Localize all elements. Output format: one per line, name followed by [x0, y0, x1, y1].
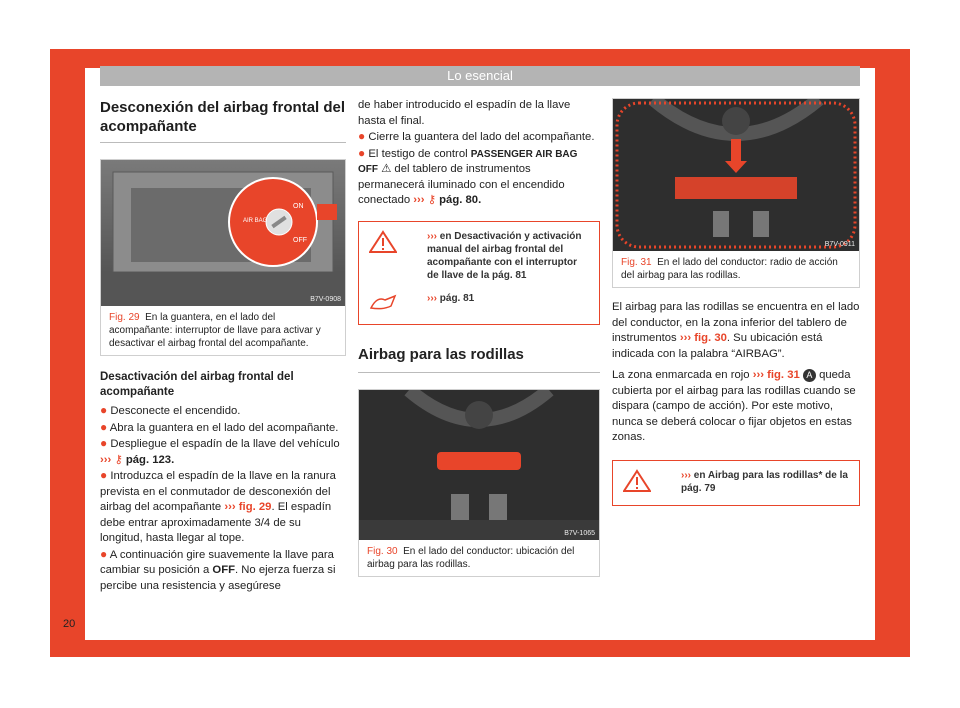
- bullet-text: Cierre la guantera del lado del acompañante.: [368, 131, 595, 143]
- note-text-block: [427, 292, 591, 316]
- note-row: [369, 292, 591, 316]
- bullet-item: ● El testigo de control PASSENGER AIR BAG OFF ⚠ del tablero de instrumentos permanecerá iluminado con el encendido conectado ››› ⚷ pág. 80.: [358, 145, 578, 206]
- figure-31: [612, 98, 860, 288]
- figure-code: B7V-0908: [310, 296, 341, 303]
- bullet-item: ● Introduzca el espadín de la llave en la ranura prevista en el conmutador de desconexión del airbag del acompañante ››› fig. 29. El espadín debe entrar aproximadamente 3/4 de su longitud, hasta llegar al tope.: [100, 468, 336, 544]
- warning-icon: [369, 230, 427, 282]
- bullet-text: Abra la guantera en el lado del acompañante.: [109, 421, 339, 434]
- page-title: Desconexión del airbag frontal del acompañante: [100, 99, 346, 135]
- page-number: 20: [63, 618, 76, 630]
- paragraph-text: La zona enmarcada en rojo: [612, 369, 750, 381]
- bullet-text: A continuación gire suavemente la llave para cambiar su posición a: [100, 548, 334, 576]
- arrow-ref: ›››: [681, 469, 691, 481]
- key-icon: ⚷: [427, 194, 436, 206]
- bullet-item: ● Cierre la guantera del lado del acompañante.: [358, 129, 595, 143]
- knee-airbag-image: [359, 390, 599, 540]
- figure-label: Fig. 29: [109, 312, 140, 323]
- bullet-text: . No ejerza fuerza si percibe una resistencia y asegúrese: [100, 564, 336, 592]
- figure-label: Fig. 31: [621, 257, 652, 268]
- bullet-text: Despliegue el espadín de la llave del vehículo: [110, 438, 340, 450]
- airbag-radius-image: [613, 99, 859, 251]
- warning-text-block: [681, 469, 851, 497]
- marker-a: A: [803, 369, 816, 382]
- column-2: [358, 98, 600, 577]
- arrow-ref: ›››: [100, 453, 112, 466]
- column-1: [100, 98, 346, 594]
- knee-airbag-illustration: [359, 390, 599, 540]
- warning-box: [612, 460, 860, 506]
- caption-text: En el lado del conductor: ubicación del airbag para las rodillas.: [367, 545, 575, 570]
- figure-30: [358, 389, 600, 577]
- page-ref[interactable]: pág. 80.: [439, 194, 482, 206]
- figure-code: B7V-0911: [824, 241, 855, 248]
- warning-lamp-label: PASSENGER AIR BAG OFF: [358, 148, 578, 175]
- figure-link[interactable]: fig. 29: [238, 501, 272, 513]
- paragraph-text: El airbag para las rodillas se encuentra en el lado del conductor, en la zona inferior del tablero de instrumentos: [612, 301, 860, 344]
- bullet-text: . El espadín debe entrar aproximadamente 3/4 de su longitud, hasta llegar al tope.: [100, 501, 332, 544]
- off-label: OFF: [212, 564, 235, 576]
- warning-text-block: [427, 230, 591, 282]
- figure-caption: [613, 251, 859, 287]
- paragraph-text: queda cubierta por el airbag para las rodillas cuando se dispara (campo de acción). Por este motivo, nunca se deberá colocar o fijar objetos en estas zonas.: [612, 369, 856, 443]
- figure-caption: [101, 306, 345, 355]
- bullet-item: ● Abra la guantera en el lado del acompañante.: [100, 419, 339, 434]
- warning-text[interactable]: en Desactivación y activación manual del airbag frontal del acompañante con el interruptor de llave de la pág. 81: [427, 230, 582, 281]
- subsection-title: Desactivación del airbag frontal del acompañante: [100, 371, 294, 398]
- page-ref[interactable]: pág. 123.: [125, 453, 175, 466]
- figure-code: B7V-1065: [564, 529, 595, 537]
- paragraph: [612, 300, 860, 362]
- switch-label-airbag: AIR BAG: [243, 218, 268, 224]
- bullet-text: Introduzca el espadín de la llave en la ranura prevista en el conmutador de desconexión del airbag del acompañante: [100, 470, 336, 513]
- glovebox-image: [101, 160, 345, 306]
- airbag-off-icon: ⚠: [381, 163, 392, 175]
- section-title: Airbag para las rodillas: [358, 345, 524, 363]
- arrow-ref: ›››: [427, 230, 437, 242]
- arrow-ref: ›››: [224, 501, 236, 513]
- figure-label: Fig. 30: [367, 545, 398, 557]
- column-3: [612, 98, 860, 506]
- bullet-item: ● Desconecte el encendido.: [100, 403, 241, 417]
- warning-text[interactable]: en Airbag para las rodillas* de la pág. 79: [681, 469, 848, 494]
- arrow-ref: ›››: [752, 369, 764, 381]
- switch-label-on: ON: [293, 203, 304, 210]
- paragraph: [612, 368, 860, 446]
- warning-row: [369, 230, 591, 282]
- continued-text: de haber introducido el espadín de la llave hasta el final.: [358, 99, 571, 127]
- section-title-block: [358, 345, 600, 373]
- bullet-text: El testigo de control: [368, 147, 468, 160]
- airbag-radius-illustration: [613, 99, 859, 251]
- figure-link[interactable]: fig. 30: [694, 332, 727, 344]
- paragraph-text: . Su ubicación está indicada con la palabra “AIRBAG”.: [612, 332, 823, 360]
- arrow-ref: ›››: [427, 292, 437, 304]
- note-icon: [369, 292, 427, 316]
- switch-label-off: OFF: [293, 237, 307, 244]
- bullet-text: Desconecte el encendido.: [110, 405, 241, 417]
- figure-29: [100, 159, 346, 356]
- glovebox-illustration: [101, 160, 345, 306]
- bullet-item: ● A continuación gire suavemente la llave para cambiar su posición a OFF. No ejerza fuerza si percibe una resistencia y asegúrese: [100, 546, 336, 592]
- note-text[interactable]: pág. 81: [439, 292, 475, 304]
- arrow-ref: ›››: [413, 194, 425, 206]
- figure-caption: [359, 540, 599, 576]
- key-icon: ⚷: [114, 453, 123, 466]
- title-block: [100, 98, 346, 143]
- bullet-item: ● Despliegue el espadín de la llave del vehículo ››› ⚷ pág. 123.: [100, 436, 340, 466]
- arrow-ref: ›››: [679, 332, 692, 344]
- section-header: Lo esencial: [100, 66, 860, 86]
- figure-link[interactable]: fig. 31: [767, 369, 800, 381]
- caption-text: En el lado del conductor: radio de acción del airbag para las rodillas.: [621, 257, 838, 281]
- warning-box: [358, 221, 600, 325]
- warning-icon: [623, 469, 681, 497]
- caption-text: En la guantera, en el lado del acompañante: interruptor de llave para activar y desactivar el airbag frontal del acompañante.: [109, 312, 321, 349]
- bullet-text: del tablero de instrumentos permanecerá iluminado con el encendido conectado: [358, 163, 565, 206]
